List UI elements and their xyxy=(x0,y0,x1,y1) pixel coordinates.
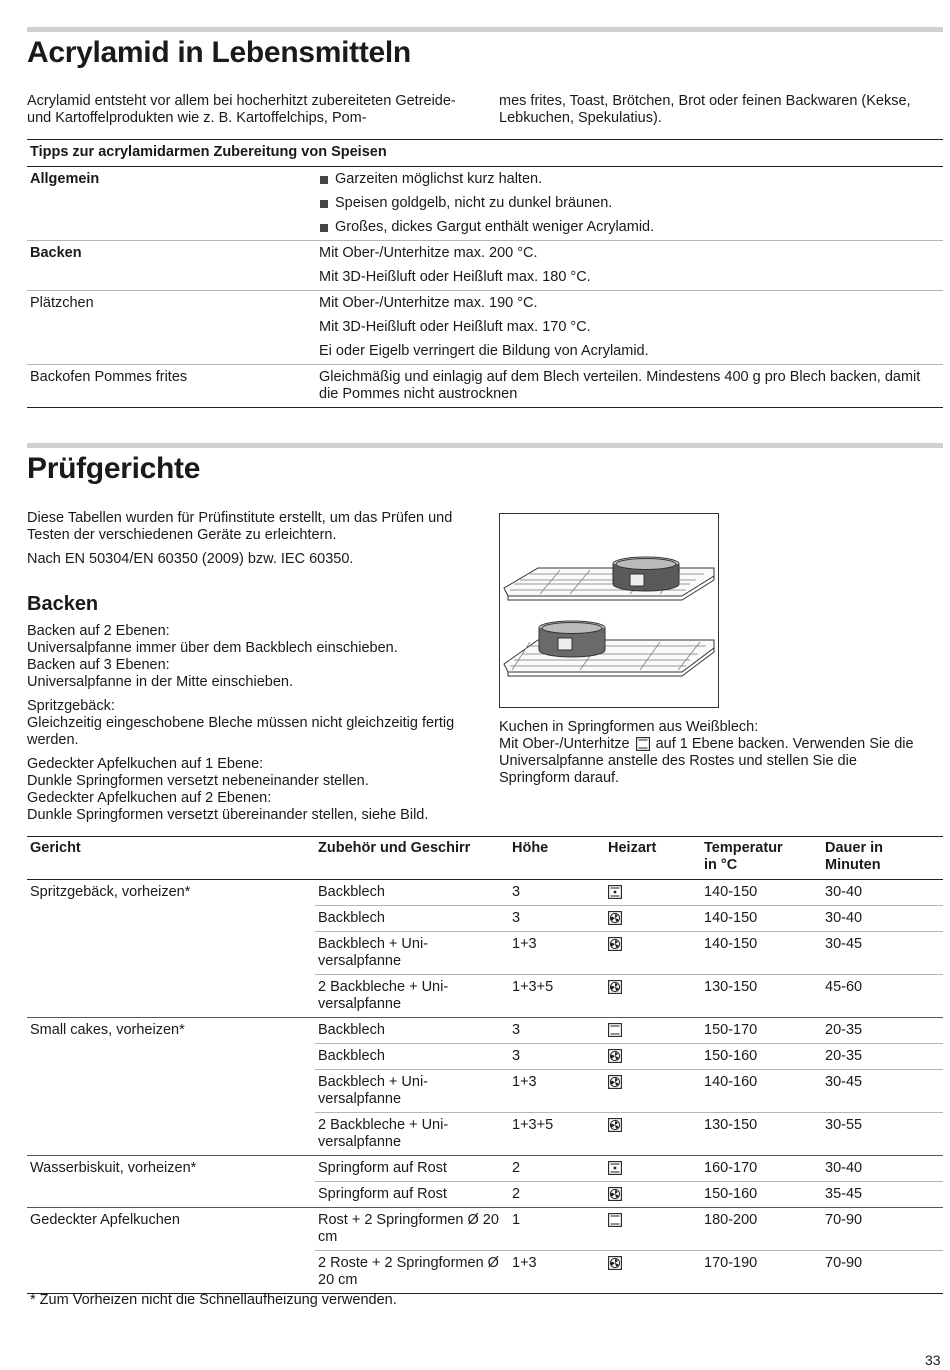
tips-line: Mit 3D-Heißluft oder Heißluft max. 170 °C. xyxy=(319,319,591,335)
cell-dauer: 35-45 xyxy=(822,1182,943,1208)
tips-line: Gleichmäßig und einlagig auf dem Blech verteilen. Mindestens 400 g pro Blech backen, damit die Pommes nicht austrocknen xyxy=(319,369,921,402)
table-row xyxy=(27,1018,943,1044)
backen-note xyxy=(27,698,487,749)
cell-temperatur: 130-150 xyxy=(701,975,822,1018)
tips-row-lines xyxy=(319,295,943,361)
tips-row-label: Backofen Pommes frites xyxy=(30,369,188,385)
cell-temperatur: 150-160 xyxy=(701,1044,822,1070)
backen-note-line: Universalpfanne in der Mitte einschieben. xyxy=(27,674,293,690)
top-bottom-heat-icon xyxy=(636,737,650,751)
col-header-zubehoer: Zubehör und Geschirr xyxy=(315,837,509,880)
cell-hoehe: 1+3 xyxy=(509,932,605,975)
caption-line1: Kuchen in Springformen aus Weißblech: xyxy=(499,719,759,735)
cell-temperatur: 140-160 xyxy=(701,1070,822,1113)
cell-temperatur: 160-170 xyxy=(701,1156,822,1182)
cell-zubehoer: Springform auf Rost xyxy=(315,1182,509,1208)
footnote: * Zum Vorheizen nicht die Schnellaufheizung verwenden. xyxy=(30,1292,397,1308)
pruef-intro-p1: Diese Tabellen wurden für Prüfinstitute erstellt, um das Prüfen und Testen der verschiedenen Geräte zu erleichtern. xyxy=(27,510,453,543)
tips-row-lines xyxy=(319,369,943,404)
tips-line: Mit Ober-/Unterhitze max. 190 °C. xyxy=(319,295,538,311)
cell-hoehe: 3 xyxy=(509,1044,605,1070)
backen-note-line: Dunkle Springformen versetzt nebeneinander stellen. xyxy=(27,773,369,789)
cell-heizart xyxy=(605,1044,701,1070)
cell-gericht: Wasserbiskuit, vorheizen* xyxy=(27,1156,315,1208)
section-title-pruefgerichte: Prüfgerichte xyxy=(27,452,201,485)
intro-right: mes frites, Toast, Brötchen, Brot oder feinen Backwaren (Kekse, Lebkuchen, Spekulatius). xyxy=(499,93,911,126)
cell-hoehe: 1+3 xyxy=(509,1251,605,1294)
cell-temperatur: 180-200 xyxy=(701,1208,822,1251)
tips-line: Großes, dickes Gargut enthält weniger Acrylamid. xyxy=(319,219,943,237)
cell-hoehe: 3 xyxy=(509,906,605,932)
cell-zubehoer: Rost + 2 Springformen Ø 20 cm xyxy=(315,1208,509,1251)
cell-dauer: 70-90 xyxy=(822,1251,943,1294)
cell-heizart xyxy=(605,1018,701,1044)
col-header-temperatur xyxy=(701,837,822,880)
pruef-intro-p2: Nach EN 50304/EN 60350 (2009) bzw. IEC 60350. xyxy=(27,551,354,567)
3d-hot-air-icon xyxy=(608,1049,622,1063)
cell-hoehe: 1 xyxy=(509,1208,605,1251)
cell-heizart xyxy=(605,975,701,1018)
top-bottom-heat-icon xyxy=(608,1213,622,1227)
cell-heizart xyxy=(605,932,701,975)
cell-zubehoer: Backblech + Uni-versalpfanne xyxy=(315,1070,509,1113)
cell-hoehe: 2 xyxy=(509,1156,605,1182)
tips-row-label: Backen xyxy=(30,245,82,261)
backen-note-line: Universalpfanne immer über dem Backblech einschieben. xyxy=(27,640,398,656)
backen-note-line: Gedeckter Apfelkuchen auf 1 Ebene: xyxy=(27,756,264,772)
cell-heizart xyxy=(605,1156,701,1182)
cell-zubehoer: Backblech + Uni-versalpfanne xyxy=(315,932,509,975)
oven-racks-springform-icon xyxy=(499,513,719,708)
tips-row xyxy=(27,241,943,291)
cell-heizart xyxy=(605,1113,701,1156)
tips-row-label: Plätzchen xyxy=(30,295,94,311)
cell-zubehoer: 2 Backbleche + Uni-versalpfanne xyxy=(315,975,509,1018)
cell-heizart xyxy=(605,1070,701,1113)
cell-dauer: 45-60 xyxy=(822,975,943,1018)
cell-zubehoer: Backblech xyxy=(315,1018,509,1044)
3d-hot-air-icon xyxy=(608,937,622,951)
page-number: 33 xyxy=(925,1352,941,1368)
cell-temperatur: 150-170 xyxy=(701,1018,822,1044)
cell-zubehoer: Backblech xyxy=(315,880,509,906)
3d-hot-air-icon xyxy=(608,1075,622,1089)
table-row xyxy=(27,880,943,906)
col-header-temperatur-text: Temperatur in °C xyxy=(704,840,783,873)
cell-zubehoer: 2 Roste + 2 Springformen Ø 20 cm xyxy=(315,1251,509,1294)
backen-note xyxy=(27,756,487,824)
cell-heizart xyxy=(605,906,701,932)
backen-note-line: Gedeckter Apfelkuchen auf 2 Ebenen: xyxy=(27,790,272,806)
section-divider xyxy=(27,27,943,32)
figure-caption xyxy=(499,719,929,787)
pruef-intro xyxy=(27,510,477,575)
cell-heizart xyxy=(605,1208,701,1251)
cell-zubehoer: 2 Backbleche + Uni-versalpfanne xyxy=(315,1113,509,1156)
cell-temperatur: 140-150 xyxy=(701,932,822,975)
tips-line: Mit Ober-/Unterhitze max. 200 °C. xyxy=(319,245,538,261)
top-bottom-fan-icon xyxy=(608,885,622,899)
cell-temperatur: 140-150 xyxy=(701,906,822,932)
tips-line: Ei oder Eigelb verringert die Bildung von Acrylamid. xyxy=(319,343,649,359)
backen-notes xyxy=(27,623,487,831)
cell-temperatur: 150-160 xyxy=(701,1182,822,1208)
tips-row xyxy=(27,291,943,365)
cell-gericht: Spritzgebäck, vorheizen* xyxy=(27,880,315,1018)
tips-table xyxy=(27,139,943,408)
cell-hoehe: 3 xyxy=(509,1018,605,1044)
section-title-acrylamid: Acrylamid in Lebensmitteln xyxy=(27,36,411,69)
cell-dauer: 30-55 xyxy=(822,1113,943,1156)
tips-line: Mit 3D-Heißluft oder Heißluft max. 180 °C. xyxy=(319,269,591,285)
tips-row-lines xyxy=(319,171,943,237)
col-header-hoehe: Höhe xyxy=(509,837,605,880)
backen-note-line: Dunkle Springformen versetzt übereinander stellen, siehe Bild. xyxy=(27,807,429,823)
tips-row-label: Allgemein xyxy=(30,171,100,187)
backen-note xyxy=(27,623,487,691)
cell-dauer: 30-45 xyxy=(822,932,943,975)
cell-hoehe: 1+3+5 xyxy=(509,1113,605,1156)
col-header-dauer xyxy=(822,837,943,880)
cell-gericht: Small cakes, vorheizen* xyxy=(27,1018,315,1156)
table-row xyxy=(27,1208,943,1251)
3d-hot-air-icon xyxy=(608,1187,622,1201)
subtitle-backen: Backen xyxy=(27,593,99,615)
3d-hot-air-icon xyxy=(608,980,622,994)
tips-table-header: Tipps zur acrylamidarmen Zubereitung von Speisen xyxy=(27,139,943,167)
backen-note-line: Gleichzeitig eingeschobene Bleche müssen nicht gleichzeitig fertig werden. xyxy=(27,715,455,748)
cell-hoehe: 1+3 xyxy=(509,1070,605,1113)
backen-note-line: Backen auf 3 Ebenen: xyxy=(27,657,170,673)
section-divider xyxy=(27,443,943,448)
tips-row xyxy=(27,365,943,408)
cell-zubehoer: Backblech xyxy=(315,1044,509,1070)
cell-temperatur: 170-190 xyxy=(701,1251,822,1294)
backen-note-line: Spritzgebäck: xyxy=(27,698,115,714)
tips-line: Garzeiten möglichst kurz halten. xyxy=(319,171,943,195)
3d-hot-air-icon xyxy=(608,1118,622,1132)
cell-dauer: 30-45 xyxy=(822,1070,943,1113)
pruefgerichte-table xyxy=(27,836,943,1294)
cell-dauer: 20-35 xyxy=(822,1044,943,1070)
tips-line: Speisen goldgelb, nicht zu dunkel bräunen. xyxy=(319,195,943,219)
col-header-gericht: Gericht xyxy=(27,837,315,880)
cell-dauer: 70-90 xyxy=(822,1208,943,1251)
tips-row xyxy=(27,167,943,241)
cell-heizart xyxy=(605,1251,701,1294)
cell-temperatur: 130-150 xyxy=(701,1113,822,1156)
cell-dauer: 20-35 xyxy=(822,1018,943,1044)
table-header-row xyxy=(27,837,943,880)
cell-hoehe: 3 xyxy=(509,880,605,906)
cell-zubehoer: Springform auf Rost xyxy=(315,1156,509,1182)
col-header-heizart: Heizart xyxy=(605,837,701,880)
3d-hot-air-icon xyxy=(608,911,622,925)
top-bottom-heat-icon xyxy=(608,1023,622,1037)
caption-body: Mit Ober-/Unterhitze auf 1 Ebene backen. Verwenden Sie die Universalpfanne anstelle des Rostes und stellen Sie die Springform darauf. xyxy=(499,736,914,786)
cell-dauer: 30-40 xyxy=(822,880,943,906)
backen-note-line: Backen auf 2 Ebenen: xyxy=(27,623,170,639)
cell-hoehe: 2 xyxy=(509,1182,605,1208)
3d-hot-air-icon xyxy=(608,1256,622,1270)
cell-temperatur: 140-150 xyxy=(701,880,822,906)
tips-row-lines xyxy=(319,245,943,287)
cell-heizart xyxy=(605,1182,701,1208)
col-header-dauer-text: Dauer in Minuten xyxy=(825,840,884,873)
cell-heizart xyxy=(605,880,701,906)
cell-dauer: 30-40 xyxy=(822,1156,943,1182)
intro-left: Acrylamid entsteht vor allem bei hocherhitzt zubereiteten Getreide- und Kartoffelprodukten wie z. B. Kartoffelchips, Pom- xyxy=(27,93,456,126)
table-row xyxy=(27,1156,943,1182)
cell-gericht: Gedeckter Apfelkuchen xyxy=(27,1208,315,1294)
cell-dauer: 30-40 xyxy=(822,906,943,932)
top-bottom-fan-icon xyxy=(608,1161,622,1175)
cell-zubehoer: Backblech xyxy=(315,906,509,932)
cell-hoehe: 1+3+5 xyxy=(509,975,605,1018)
